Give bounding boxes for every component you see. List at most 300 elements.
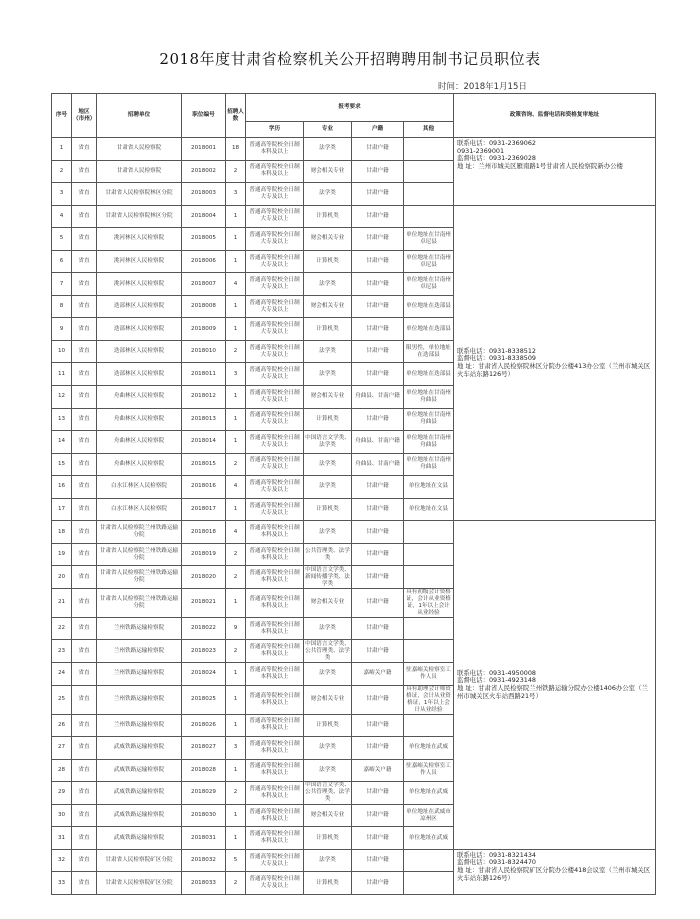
cell-hukou: 甘肃户籍: [352, 685, 404, 714]
cell-unit: 洮河林区人民检察院: [97, 250, 182, 273]
cell-region: 省直: [72, 295, 97, 318]
cell-other: 单位地址在武威市凉州区: [404, 804, 454, 827]
cell-education: 普通高等院校全日制本科及以上: [246, 827, 304, 850]
cell-major: 法学类: [304, 340, 352, 363]
cell-other: [404, 566, 454, 589]
cell-code: 2018030: [182, 804, 226, 827]
cell-education: 普通高等院校全日制大专及以上: [246, 295, 304, 318]
cell-other: 单位地址在文县: [404, 498, 454, 521]
cell-seq: 10: [52, 340, 72, 363]
cell-region: 省直: [72, 663, 97, 686]
cell-code: 2018025: [182, 685, 226, 714]
cell-hukou: 甘肃户籍: [352, 160, 404, 183]
cell-region: 省直: [72, 160, 97, 183]
cell-region: 省直: [72, 737, 97, 760]
cell-other: 单位地址在武威: [404, 737, 454, 760]
cell-count: 2: [226, 640, 246, 663]
cell-hukou: 甘肃户籍: [352, 138, 404, 161]
cell-count: 1: [226, 685, 246, 714]
cell-unit: 洮河林区人民检察院: [97, 228, 182, 251]
cell-other: [404, 617, 454, 640]
cell-region: 省直: [72, 340, 97, 363]
cell-hukou: 甘肃户籍: [352, 737, 404, 760]
cell-major: 法学类: [304, 183, 352, 206]
cell-code: 2018028: [182, 759, 226, 782]
cell-other: 单位地址在武威: [404, 827, 454, 850]
cell-count: 1: [226, 827, 246, 850]
cell-hukou: 甘肃户籍: [352, 273, 404, 296]
cell-other: 单位地址在甘南州卓尼县: [404, 228, 454, 251]
cell-code: 2018020: [182, 566, 226, 589]
cell-hukou: 甘肃户籍: [352, 543, 404, 566]
cell-count: 5: [226, 849, 246, 872]
cell-other: 具有初级会计资格证，会计从业资格证，1年以上会计从业经验: [404, 588, 454, 617]
header-education: 学历: [246, 122, 304, 138]
cell-unit: 武威铁路运输检察院: [97, 737, 182, 760]
cell-other: 单位地址在甘南州舟曲县: [404, 431, 454, 454]
cell-region: 省直: [72, 521, 97, 544]
cell-seq: 5: [52, 228, 72, 251]
cell-region: 省直: [72, 827, 97, 850]
cell-unit: 兰州铁路运输检察院: [97, 640, 182, 663]
cell-seq: 25: [52, 685, 72, 714]
cell-hukou: 嘉峪关户籍: [352, 663, 404, 686]
cell-seq: 32: [52, 849, 72, 872]
cell-major: 财会相关专业: [304, 685, 352, 714]
cell-education: 普通高等院校全日制本科及以上: [246, 617, 304, 640]
cell-unit: 兰州铁路运输检察院: [97, 714, 182, 737]
cell-count: 9: [226, 617, 246, 640]
cell-code: 2018001: [182, 138, 226, 161]
cell-hukou: 舟曲县、甘南户籍: [352, 453, 404, 476]
cell-region: 省直: [72, 685, 97, 714]
cell-code: 2018021: [182, 588, 226, 617]
cell-hukou: 甘肃户籍: [352, 408, 404, 431]
cell-code: 2018024: [182, 663, 226, 686]
cell-seq: 28: [52, 759, 72, 782]
cell-other: [404, 872, 454, 895]
cell-count: 1: [226, 498, 246, 521]
cell-code: 2018014: [182, 431, 226, 454]
cell-major: 公共管理类、法学类: [304, 543, 352, 566]
cell-count: 2: [226, 566, 246, 589]
cell-education: 普通高等院校全日制本科及以上: [246, 521, 304, 544]
cell-code: 2018002: [182, 160, 226, 183]
cell-unit: 兰州铁路运输检察院: [97, 663, 182, 686]
cell-education: 普通高等院校全日制大专及以上: [246, 340, 304, 363]
cell-count: 2: [226, 782, 246, 805]
cell-major: 法学类: [304, 521, 352, 544]
cell-education: 普通高等院校全日制本科及以上: [246, 640, 304, 663]
cell-region: 省直: [72, 408, 97, 431]
cell-education: 普通高等院校全日制本科及以上: [246, 160, 304, 183]
cell-seq: 6: [52, 250, 72, 273]
cell-other: 单位地址在甘南州舟曲县: [404, 386, 454, 409]
cell-region: 省直: [72, 138, 97, 161]
table-row: [52, 521, 656, 544]
cell-region: 省直: [72, 804, 97, 827]
cell-other: 具有助理会计师资格证，会计从业资格证，1年以上会计从业经验: [404, 685, 454, 714]
cell-code: 2018022: [182, 617, 226, 640]
cell-code: 2018018: [182, 521, 226, 544]
cell-region: 省直: [72, 759, 97, 782]
cell-education: 普通高等院校全日制本科及以上: [246, 714, 304, 737]
cell-other: 驻嘉峪关检察室工作人员: [404, 663, 454, 686]
cell-unit: 白水江林区人民检察院: [97, 476, 182, 499]
cell-count: 2: [226, 340, 246, 363]
cell-code: 2018027: [182, 737, 226, 760]
cell-count: 1: [226, 386, 246, 409]
cell-seq: 13: [52, 408, 72, 431]
cell-hukou: 甘肃户籍: [352, 849, 404, 872]
header-hukou: 户籍: [352, 122, 404, 138]
cell-major: 中国语言文学类、公共管理类、法学类: [305, 640, 350, 661]
cell-code: 2018032: [182, 849, 226, 872]
cell-hukou: 甘肃户籍: [352, 205, 404, 228]
cell-seq: 24: [52, 663, 72, 686]
cell-major: 法学类: [304, 138, 352, 161]
cell-other: 单位地址在迭部县: [404, 363, 454, 386]
cell-major: 中国语言文学类、法学类: [304, 431, 352, 454]
cell-code: 2018004: [182, 205, 226, 228]
cell-unit: 武威铁路运输检察院: [97, 827, 182, 850]
cell-education: 普通高等院校全日制大专及以上: [246, 872, 304, 895]
cell-hukou: 甘肃户籍: [352, 714, 404, 737]
cell-code: 2018009: [182, 318, 226, 341]
cell-count: 1: [226, 408, 246, 431]
cell-region: 省直: [72, 714, 97, 737]
cell-major: 财会相关专业: [304, 386, 352, 409]
cell-region: 省直: [72, 431, 97, 454]
cell-other: [404, 183, 454, 206]
cell-education: 普通高等院校全日制本科及以上: [246, 804, 304, 827]
cell-other: 单位地址在甘南州舟曲县: [404, 408, 454, 431]
cell-major: 计算机类: [304, 205, 352, 228]
cell-code: 2018005: [182, 228, 226, 251]
cell-region: 省直: [72, 476, 97, 499]
cell-count: 18: [226, 138, 246, 161]
cell-count: 1: [226, 250, 246, 273]
cell-hukou: 甘肃户籍: [352, 295, 404, 318]
cell-hukou: 甘肃户籍: [352, 617, 404, 640]
cell-unit: 迭部林区人民检察院: [97, 295, 182, 318]
cell-major: 财会相关专业: [304, 804, 352, 827]
cell-count: 4: [226, 476, 246, 499]
cell-unit: 甘肃省人民检察院: [97, 160, 182, 183]
cell-unit: 兰州铁路运输检察院: [97, 617, 182, 640]
cell-count: 1: [226, 295, 246, 318]
cell-education: 普通高等院校全日制本科及以上: [246, 759, 304, 782]
cell-count: 1: [226, 228, 246, 251]
cell-education: 普通高等院校全日制本科及以上: [246, 543, 304, 566]
cell-other: [404, 160, 454, 183]
cell-hukou: 舟曲县、甘南户籍: [352, 431, 404, 454]
cell-count: 1: [226, 318, 246, 341]
cell-education: 普通高等院校全日制大专及以上: [246, 408, 304, 431]
cell-count: 3: [226, 183, 246, 206]
cell-unit: 武威铁路运输检察院: [97, 782, 182, 805]
cell-code: 2018023: [182, 640, 226, 663]
cell-education: 普通高等院校全日制大专及以上: [246, 250, 304, 273]
cell-seq: 33: [52, 872, 72, 895]
table-row: [52, 205, 656, 228]
contact-info: 联系电话：0931-8321434 监督电话：0931-8324470 地 址：甘肃省人民检察院矿区分院办公楼418会议室（兰州市城关区火车站东路126号）: [454, 849, 656, 894]
cell-major: 计算机类: [304, 408, 352, 431]
cell-hukou: 嘉峪关户籍: [352, 759, 404, 782]
cell-education: 普通高等院校全日制大专及以上: [246, 431, 304, 454]
cell-unit: 舟曲林区人民检察院: [97, 386, 182, 409]
cell-region: 省直: [72, 872, 97, 895]
cell-region: 省直: [72, 617, 97, 640]
cell-region: 省直: [72, 363, 97, 386]
header-contact: 政策咨询、监督电话和资格复审地址: [454, 94, 656, 138]
cell-unit: 武威铁路运输检察院: [97, 759, 182, 782]
cell-code: 2018008: [182, 295, 226, 318]
cell-education: 普通高等院校全日制本科及以上: [246, 138, 304, 161]
cell-region: 省直: [72, 543, 97, 566]
cell-hukou: 甘肃户籍: [352, 228, 404, 251]
cell-code: 2018006: [182, 250, 226, 273]
cell-seq: 9: [52, 318, 72, 341]
cell-other: 单位地址在文县: [404, 476, 454, 499]
cell-code: 2018031: [182, 827, 226, 850]
cell-unit: 迭部林区人民检察院: [97, 318, 182, 341]
cell-education: 普通高等院校全日制大专及以上: [246, 386, 304, 409]
cell-unit: 洮河林区人民检察院: [97, 273, 182, 296]
header-requirements: 报考要求: [246, 94, 454, 122]
cell-seq: 8: [52, 295, 72, 318]
cell-education: 普通高等院校全日制大专及以上: [246, 318, 304, 341]
cell-education: 普通高等院校全日制本科及以上: [246, 737, 304, 760]
cell-seq: 26: [52, 714, 72, 737]
cell-seq: 4: [52, 205, 72, 228]
cell-major: 法学类: [304, 363, 352, 386]
cell-code: 2018015: [182, 453, 226, 476]
cell-hukou: 甘肃户籍: [352, 782, 404, 805]
cell-code: 2018012: [182, 386, 226, 409]
cell-hukou: 甘肃户籍: [352, 521, 404, 544]
cell-major: 计算机类: [304, 872, 352, 895]
cell-education: 普通高等院校全日制本科及以上: [246, 566, 304, 589]
cell-hukou: 甘肃户籍: [352, 640, 404, 663]
cell-education: 普通高等院校全日制本科及以上: [246, 588, 304, 617]
cell-major: 中国语言文学类、新闻传播学类、法学类: [305, 566, 350, 587]
cell-code: 2018016: [182, 476, 226, 499]
cell-other: [404, 205, 454, 228]
page-title: 2018年度甘肃省检察机关公开招聘聘用制书记员职位表: [159, 50, 541, 68]
header-seq: 序号: [52, 94, 72, 138]
cell-unit: 甘肃省人民检察院矿区分院: [97, 849, 182, 872]
cell-seq: 20: [52, 566, 72, 589]
cell-education: 普通高等院校全日制本科及以上: [246, 782, 304, 805]
cell-count: 1: [226, 431, 246, 454]
header-major: 专业: [304, 122, 352, 138]
cell-region: 省直: [72, 273, 97, 296]
cell-region: 省直: [72, 183, 97, 206]
cell-unit: 甘肃省人民检察院: [97, 138, 182, 161]
cell-seq: 14: [52, 431, 72, 454]
cell-region: 省直: [72, 498, 97, 521]
contact-info: 联系电话：0931-8338512 监督电话：0931-8338509 地 址：甘肃省人民检察院林区分院办公楼413办公室（兰州市城关区火车站东路126号）: [454, 205, 656, 521]
cell-count: 1: [226, 588, 246, 617]
cell-seq: 31: [52, 827, 72, 850]
cell-region: 省直: [72, 588, 97, 617]
cell-hukou: 甘肃户籍: [352, 250, 404, 273]
cell-code: 2018013: [182, 408, 226, 431]
cell-major: 法学类: [304, 476, 352, 499]
cell-unit: 甘肃省人民检察院兰州铁路运输分院: [97, 588, 182, 617]
header-unit: 招聘单位: [97, 94, 182, 138]
cell-hukou: 甘肃户籍: [352, 804, 404, 827]
cell-count: 3: [226, 737, 246, 760]
cell-region: 省直: [72, 205, 97, 228]
cell-unit: 兰州铁路运输检察院: [97, 685, 182, 714]
header-region: 地区（市州）: [72, 94, 97, 138]
publish-date: 时间：2018年1月15日: [438, 82, 527, 92]
cell-education: 普通高等院校全日制大专及以上: [246, 453, 304, 476]
cell-seq: 3: [52, 183, 72, 206]
cell-education: 普通高等院校全日制大专及以上: [246, 498, 304, 521]
cell-other: [404, 640, 454, 663]
cell-seq: 16: [52, 476, 72, 499]
cell-seq: 15: [52, 453, 72, 476]
cell-other: 单位地址在迭部县: [404, 318, 454, 341]
cell-code: 2018007: [182, 273, 226, 296]
cell-major: 计算机类: [304, 250, 352, 273]
cell-seq: 19: [52, 543, 72, 566]
cell-other: [404, 138, 454, 161]
cell-unit: 甘肃省人民检察院兰州铁路运输分院: [97, 566, 182, 589]
cell-hukou: 甘肃户籍: [352, 872, 404, 895]
cell-unit: 甘肃省人民检察院兰州铁路运输分院: [97, 543, 182, 566]
cell-hukou: 甘肃户籍: [352, 340, 404, 363]
cell-seq: 29: [52, 782, 72, 805]
cell-unit: 舟曲林区人民检察院: [97, 408, 182, 431]
positions-body: [52, 138, 656, 895]
cell-major: 法学类: [304, 663, 352, 686]
cell-major: 法学类: [304, 849, 352, 872]
cell-hukou: 甘肃户籍: [352, 363, 404, 386]
cell-other: 单位地址在甘南州卓尼县: [404, 273, 454, 296]
cell-unit: 舟曲林区人民检察院: [97, 431, 182, 454]
cell-unit: 白水江林区人民检察院: [97, 498, 182, 521]
cell-seq: 23: [52, 640, 72, 663]
cell-unit: 迭部林区人民检察院: [97, 363, 182, 386]
cell-count: 1: [226, 714, 246, 737]
cell-code: 2018010: [182, 340, 226, 363]
cell-unit: 舟曲林区人民检察院: [97, 453, 182, 476]
cell-seq: 17: [52, 498, 72, 521]
cell-code: 2018017: [182, 498, 226, 521]
cell-other: [404, 521, 454, 544]
header-other: 其他: [404, 122, 454, 138]
cell-major: 财会相关专业: [304, 588, 352, 617]
cell-major: 财会相关专业: [304, 160, 352, 183]
cell-seq: 21: [52, 588, 72, 617]
cell-hukou: 甘肃户籍: [352, 588, 404, 617]
cell-education: 普通高等院校全日制大专及以上: [246, 205, 304, 228]
cell-education: 普通高等院校全日制大专及以上: [246, 273, 304, 296]
cell-count: 4: [226, 521, 246, 544]
cell-education: 普通高等院校全日制本科及以上: [246, 663, 304, 686]
cell-other: 驻嘉峪关检察室工作人员: [404, 759, 454, 782]
cell-major: 财会相关专业: [304, 228, 352, 251]
cell-hukou: 甘肃户籍: [352, 476, 404, 499]
cell-seq: 11: [52, 363, 72, 386]
cell-hukou: 甘肃户籍: [352, 566, 404, 589]
cell-education: 普通高等院校全日制大专及以上: [246, 183, 304, 206]
cell-region: 省直: [72, 250, 97, 273]
cell-count: 2: [226, 160, 246, 183]
cell-major: 计算机类: [304, 498, 352, 521]
cell-major: 法学类: [304, 617, 352, 640]
cell-hukou: 甘肃户籍: [352, 498, 404, 521]
cell-region: 省直: [72, 849, 97, 872]
cell-region: 省直: [72, 386, 97, 409]
cell-other: [404, 849, 454, 872]
cell-seq: 12: [52, 386, 72, 409]
cell-count: 3: [226, 363, 246, 386]
cell-count: 2: [226, 543, 246, 566]
cell-other: 单位地址在甘南州卓尼县: [404, 250, 454, 273]
cell-major: 计算机类: [304, 318, 352, 341]
cell-hukou: 甘肃户籍: [352, 318, 404, 341]
contact-info: 联系电话：0931-2369062 0931-2369001 监督电话：0931-2369028 地 址：兰州市城关区雁南路1号甘肃省人民检察院新办公楼: [454, 138, 656, 206]
cell-major: 法学类: [304, 759, 352, 782]
cell-count: 1: [226, 804, 246, 827]
table-row: [52, 138, 656, 161]
cell-hukou: 舟曲县、甘南户籍: [352, 386, 404, 409]
cell-other: [404, 543, 454, 566]
cell-education: 普通高等院校全日制本科及以上: [246, 685, 304, 714]
cell-count: 2: [226, 453, 246, 476]
contact-info: 联系电话：0931-4950008 监督电话：0931-4923148 地 址：甘肃省人民检察院兰州铁路运输分院办公楼1406办公室（兰州市城关区火车站西路21号）: [454, 521, 656, 850]
cell-code: 2018026: [182, 714, 226, 737]
positions-table: [51, 93, 656, 895]
cell-hukou: 甘肃户籍: [352, 827, 404, 850]
cell-seq: 18: [52, 521, 72, 544]
header-count: 招聘人数: [226, 94, 246, 138]
cell-region: 省直: [72, 318, 97, 341]
cell-unit: 迭部林区人民检察院: [97, 340, 182, 363]
cell-education: 普通高等院校全日制大专及以上: [246, 476, 304, 499]
cell-other: 单位地址在武威: [404, 782, 454, 805]
cell-education: 普通高等院校全日制大专及以上: [246, 849, 304, 872]
cell-major: 法学类: [304, 453, 352, 476]
cell-major: 法学类: [304, 273, 352, 296]
cell-unit: 甘肃省人民检察院兰州铁路运输分院: [97, 521, 182, 544]
cell-education: 普通高等院校全日制大专及以上: [246, 228, 304, 251]
cell-seq: 7: [52, 273, 72, 296]
cell-code: 2018011: [182, 363, 226, 386]
cell-seq: 22: [52, 617, 72, 640]
cell-other: 单位地址在迭部县: [404, 295, 454, 318]
cell-region: 省直: [72, 453, 97, 476]
cell-other: [404, 714, 454, 737]
cell-major: 财会相关专业: [304, 295, 352, 318]
cell-seq: 30: [52, 804, 72, 827]
cell-seq: 1: [52, 138, 72, 161]
cell-count: 2: [226, 872, 246, 895]
cell-unit: 武威铁路运输检察院: [97, 804, 182, 827]
cell-seq: 2: [52, 160, 72, 183]
cell-count: 1: [226, 205, 246, 228]
cell-code: 2018019: [182, 543, 226, 566]
cell-count: 4: [226, 273, 246, 296]
cell-major: 法学类: [304, 737, 352, 760]
cell-hukou: 甘肃户籍: [352, 183, 404, 206]
cell-unit: 甘肃省人民检察院矿区分院: [97, 872, 182, 895]
